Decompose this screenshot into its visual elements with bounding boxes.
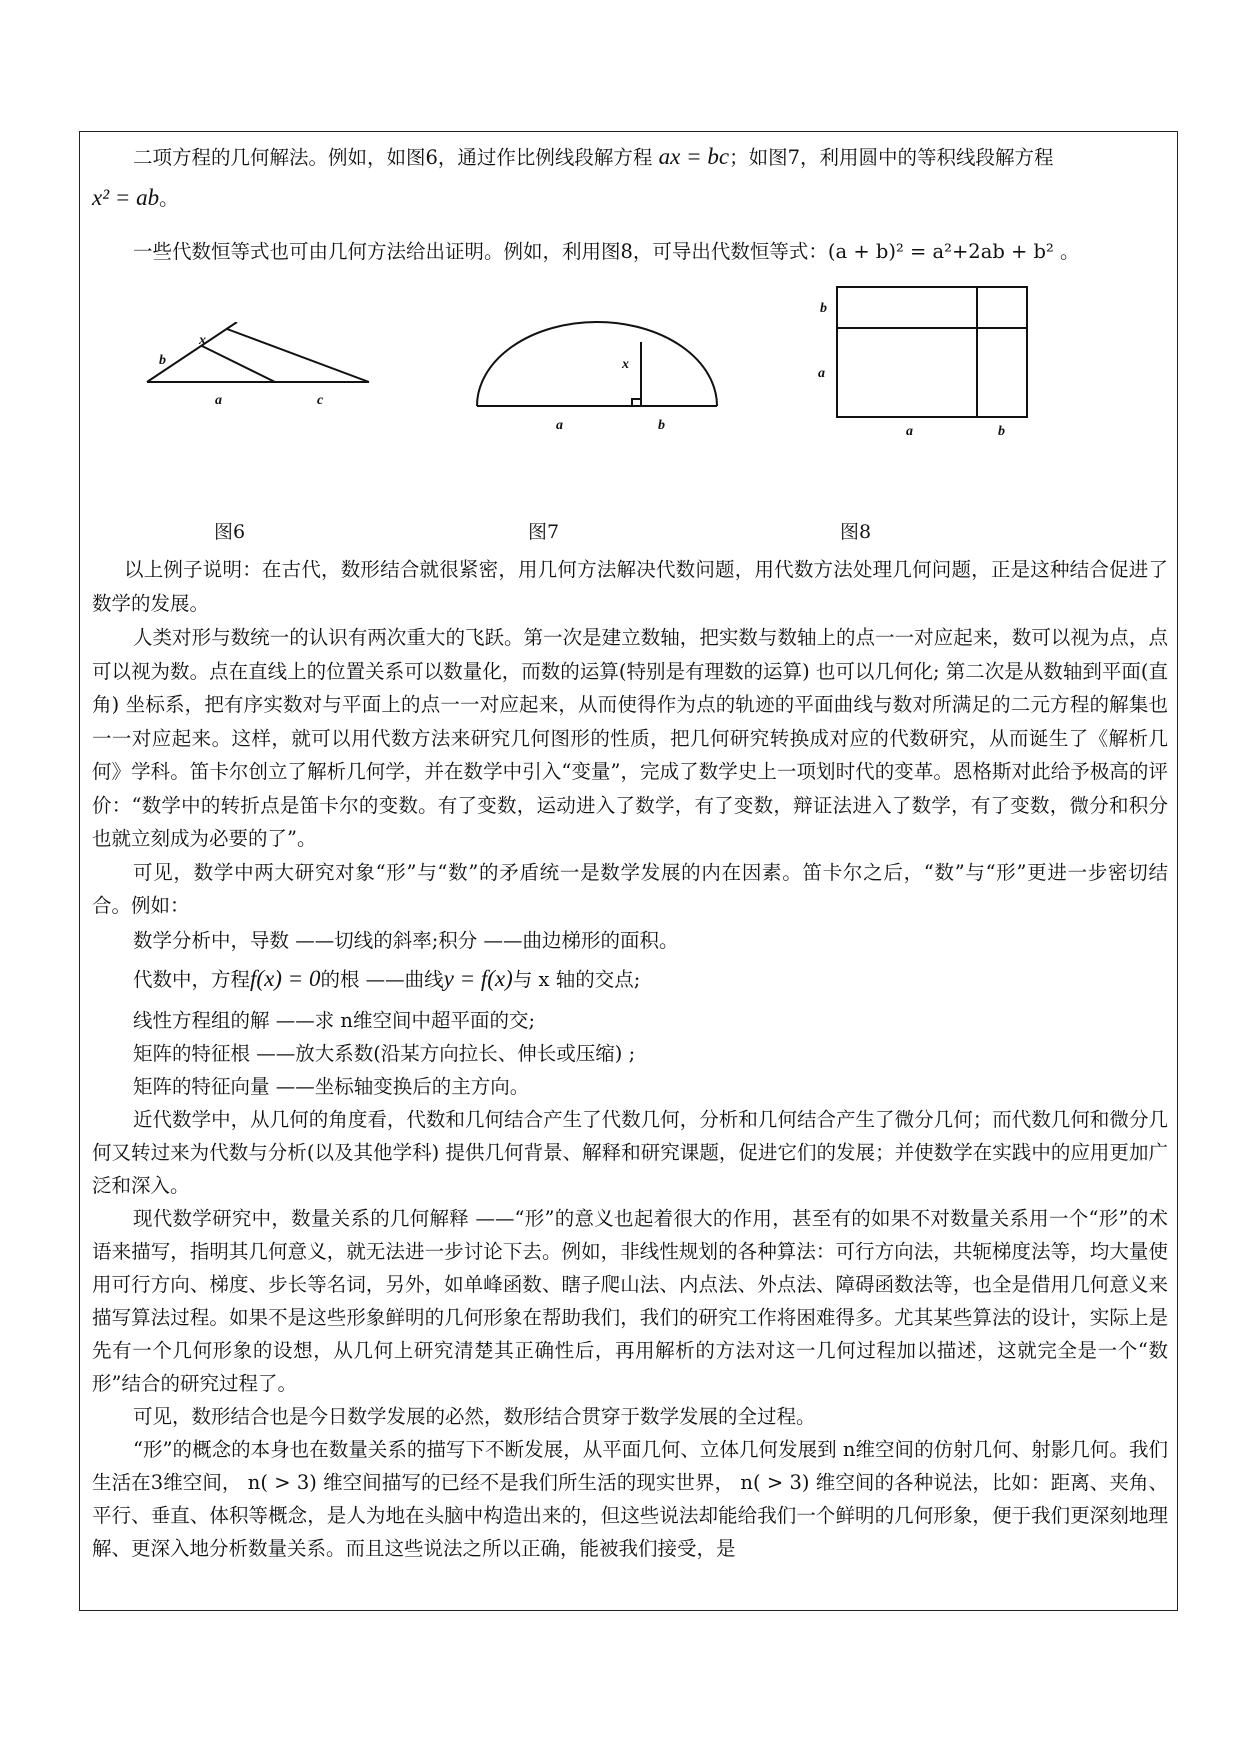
text: 的根 ——曲线 <box>320 967 444 991</box>
fig8-a-bottom-label: a <box>906 424 913 439</box>
figure-7-diagram <box>472 312 732 432</box>
fig8-a-left-label: a <box>818 366 825 381</box>
figure-7 <box>472 312 732 432</box>
figure-7-caption: 图7 <box>528 521 560 543</box>
figure-captions <box>92 517 1168 553</box>
fig7-b-label: b <box>658 418 665 432</box>
paragraph-linear-systems: 线性方程组的解 ——求 n维空间中超平面的交; <box>133 1008 536 1032</box>
paragraph-form-concept: “形”的概念的本身也在数量关系的描写下不断发展，从平面几何、立体几何发展到 n维空间的仿射几何、射影几何。我们生活在3维空间， n( > 3) 维空间描写的已经不是我们所生活的现实世界， n( > 3) 维空间的各种说法，比如：距离、夹角、平行、垂直、体积等概念，是人为地在头脑中构造出来的，但这些说法却能给我们一个鲜明的几何形象，便于我们更深刻地理解、更深入地分析数量关系。而且这些说法之所以正确，能被我们接受，是 <box>92 1437 1168 1560</box>
document-frame <box>79 131 1178 1611</box>
figure-8-diagram <box>802 282 1062 442</box>
paragraph-algebra <box>92 959 1168 1000</box>
fig8-b-bottom-label: b <box>998 424 1005 439</box>
text: 与 x 轴的交点; <box>512 967 641 991</box>
paragraph-modern-math: 近代数学中，从几何的角度看，代数和几何结合产生了代数几何，分析和几何结合产生了微分几何；而代数几何和微分几何又转过来为代数与分析(以及其他学科) 提供几何背景、解释和研究课题，促进它们的发展；并使数学在实践中的应用更加广泛和深入。 <box>92 1107 1168 1197</box>
figure-6-caption: 图6 <box>214 521 246 543</box>
equation-ax-bc: ax = bc <box>658 144 730 169</box>
paragraph-current-research: 现代数学研究中，数量关系的几何解释 ——“形”的意义也起着很大的作用，甚至有的如果不对数量关系用一个“形”的术语来描写，指明其几何意义，就无法进一步讨论下去。例如，非线性规划的各种算法：可行方向法，共轭梯度法等，均大量使用可行方向、梯度、步长等名词，另外，如单峰函数、瞎子爬山法、内点法、外点法、障碍函数法等，也全是借用几何意义来描写算法过程。如果不是这些形象鲜明的几何形象在帮助我们，我们的研究工作将困难得多。尤其某些算法的设计，实际上是先有一个几何形象的设想，从几何上研究清楚其正确性后，再用解析的方法对这一几何过程加以描述，这就完全是一个“数形”结合的研究过程了。 <box>92 1206 1168 1395</box>
equation-x2-ab: x² = ab <box>92 185 160 210</box>
paragraph-analysis: 数学分析中，导数 ——切线的斜率;积分 ——曲边梯形的面积。 <box>133 928 679 952</box>
paragraph-eigenvalues: 矩阵的特征根 ——放大系数(沿某方向拉长、伸长或压缩) ; <box>133 1041 636 1065</box>
figure-8-caption: 图8 <box>840 521 872 543</box>
text: 。 <box>159 187 179 210</box>
figure-6 <box>137 322 377 432</box>
paragraph-examples-summary: 以上例子说明：在古代，数形结合就很紧密，用几何方法解决代数问题，用代数方法处理几何问题，正是这种结合促进了数学的发展。 <box>92 558 1168 615</box>
paragraph-identity: 一些代数恒等式也可由几何方法给出证明。例如，利用图8，可导出代数恒等式：(a + b)² = a²+2ab + b² 。 <box>133 240 1080 263</box>
paragraph-binomial-equation-cont <box>92 177 1168 220</box>
fig6-b-label: b <box>159 353 166 368</box>
fig6-x-label: x <box>199 333 206 348</box>
paragraph-binomial-equation <box>92 138 1168 177</box>
paragraph-eigenvectors: 矩阵的特征向量 ——坐标轴变换后的主方向。 <box>133 1074 530 1098</box>
fig6-c-label: c <box>317 393 324 408</box>
document-content <box>92 132 1168 1565</box>
text: ；如图7，利用圆中的等积线段解方程 <box>729 146 1054 169</box>
figure-8 <box>802 282 1062 442</box>
paragraph-conclusion: 可见，数形结合也是今日数学发展的必然，数形结合贯穿于数学发展的全过程。 <box>133 1404 816 1428</box>
paragraph-leaps: 人类对形与数统一的认识有两次重大的飞跃。第一次是建立数轴，把实数与数轴上的点一一对应起来，数可以视为点，点可以视为数。点在直线上的位置关系可以数量化，而数的运算(特别是有理数的运算) 也可以几何化; 第二次是从数轴到平面(直角) 坐标系，把有序实数对与平面上的点一一对应起来，从而使得作为点的轨迹的平面曲线与数对所满足的二元方程的解集也一一对应起来。这样，就可以用代数方法来研究几何图形的性质，把几何研究转换成对应的代数研究，从而诞生了《解析几何》学科。笛卡尔创立了解析几何学，并在数学中引入“变量”，完成了数学史上一项划时代的变革。恩格斯对此给予极高的评价：“数学中的转折点是笛卡尔的变数。有了变数，运动进入了数学，有了变数，辩证法进入了数学，有了变数，微分和积分也就立刻成为必要的了”。 <box>92 626 1168 850</box>
text: 代数中，方程 <box>133 967 251 991</box>
paragraph-contradiction: 可见，数学中两大研究对象“形”与“数”的矛盾统一是数学发展的内在因素。笛卡尔之后，“数”与“形”更进一步密切结合。例如： <box>92 860 1168 917</box>
fig7-x-label: x <box>622 357 629 372</box>
fig8-b-left-label: b <box>820 301 827 316</box>
figures-row <box>92 282 1168 517</box>
fig7-a-label: a <box>556 418 563 432</box>
equation-y-fx: y = f(x) <box>443 965 513 991</box>
text: 二项方程的几何解法。例如，如图6，通过作比例线段解方程 <box>133 146 653 169</box>
fig6-a-label: a <box>215 393 222 408</box>
equation-fx-zero: f(x) = 0 <box>250 965 321 991</box>
figure-6-diagram <box>137 322 377 432</box>
